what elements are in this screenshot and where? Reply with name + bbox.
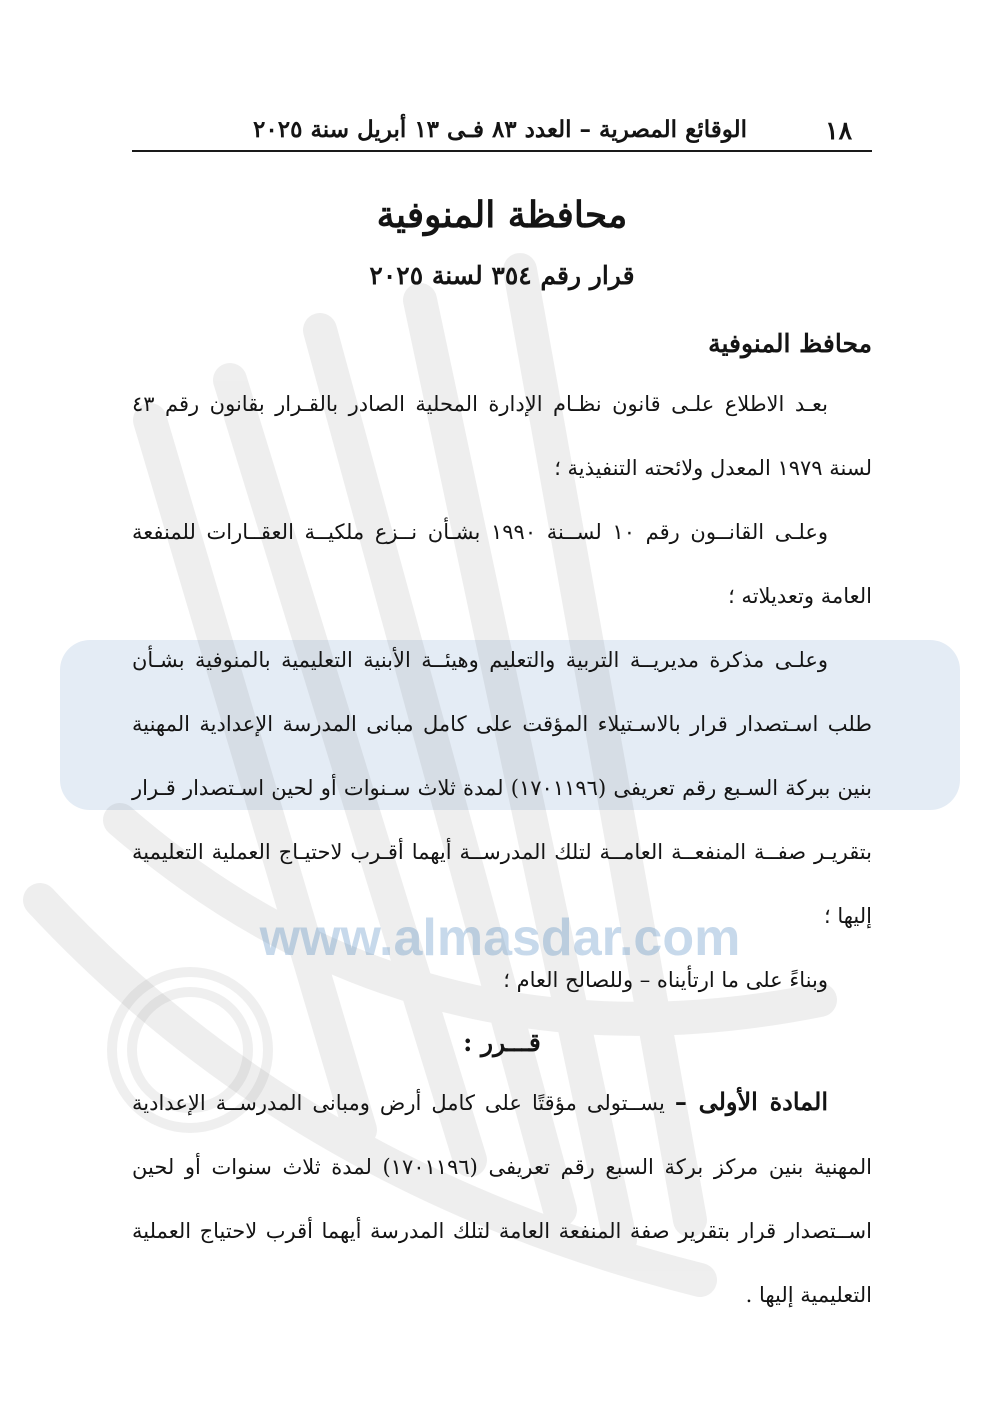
- preamble-paragraph: وعلـى القانــون رقم ١٠ لســنة ١٩٩٠ بشـأن نــزع ملكيــة العقــارات للمنفعة العامة وتعديلاته ؛: [132, 520, 872, 608]
- decree-title: قرار رقم ٣٥٤ لسنة ٢٠٢٥: [369, 261, 635, 290]
- page-number: ١٨: [825, 116, 852, 145]
- watermark-url: www.almasdar.com: [259, 909, 741, 967]
- preamble-paragraph: وعلـى مذكرة مديريــة التربية والتعليم وهيئــة الأبنية التعليمية بالمنوفية بشـأن طلب اسـتصدار قرار بالاسـتيلاء المؤقت على كامل مبانى المدرسة الإعدادية المهنية بنين ببركة السـبع رقم تعريفى (١٧٠١١٩٦) لمدة ثلاث سـنوات أو لحين اسـتصدار قـرار بتقريـر صفــة المنفعــة العامــة لتلك المدرســة أيهما أقـرب لاحتيـاج العملية التعليمية إليها ؛: [132, 648, 872, 928]
- decision-heading: قـــرر :: [463, 1028, 541, 1057]
- preamble-paragraph: وبناءً على ما ارتأيناه – وللصالح العام ؛: [503, 968, 828, 992]
- article-text: يســتولى مؤقتًا على كامل أرض ومبانى المدرســة الإعدادية المهنية بنين مركز بركة السبع رقم تعريفى (١٧٠١١٩٦) لمدة ثلاث سنوات أو لحين اســتصدار قرار بتقرير صفة المنفعة العامة لتلك المدرسة أيهما أقرب لاحتياج العملية التعليمية إليها .: [132, 1091, 872, 1307]
- gazette-issue-title: الوقائع المصرية – العدد ٨٣ فـى ١٣ أبريل سنة ٢٠٢٥: [253, 116, 747, 143]
- article-label: المادة الأولى –: [674, 1087, 829, 1116]
- page-header: [132, 100, 872, 152]
- governorate-heading: محافظة المنوفية: [376, 194, 628, 236]
- preamble-paragraph: بعـد الاطلاع علـى قانون نظـام الإدارة المحلية الصادر بالقـرار بقانون رقم ٤٣ لسنة ١٩٧٩ المعدل ولائحته التنفيذية ؛: [132, 392, 872, 480]
- gazette-page: [132, 100, 872, 1327]
- article-one: [132, 1070, 872, 1327]
- issuer-heading: محافظ المنوفية: [708, 329, 872, 358]
